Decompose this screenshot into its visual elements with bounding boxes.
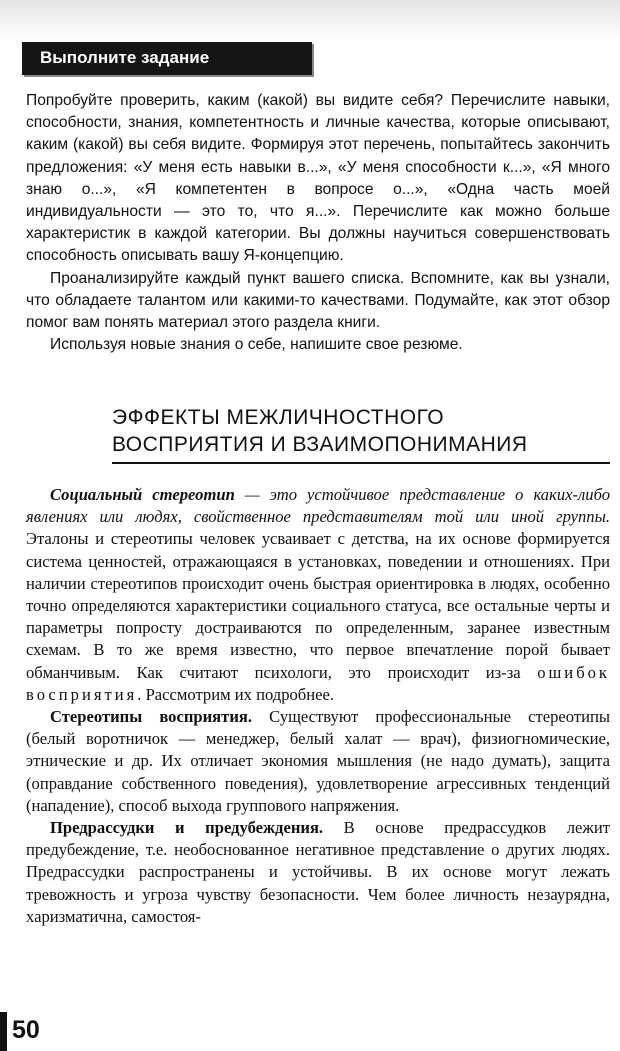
section-heading-line-2: ВОСПРИЯТИЯ И ВЗАИМОПОНИМАНИЯ — [112, 433, 528, 456]
body-paragraph-1-end: . Рассмотрим их подробнее. — [137, 684, 335, 704]
scan-shading — [0, 0, 620, 40]
body-paragraph-2-text: Существуют профессиональные стереотипы (белый воротничок — менеджер, белый халат — врач), физиогномические, этнические и др. Их отличает экономия мышления (не надо думать), защита (оправдание собственного поведения), удовлетворение агрессивных тенденций (нападение), способ выхода группового напряжения. — [26, 707, 610, 815]
emphasis-perception-errors: ошибок восприятия — [26, 662, 610, 704]
body-paragraph-3 — [26, 817, 610, 928]
task-paragraph-1: Попробуйте проверить, каким (какой) вы видите себя? Перечислите навыки, способности, знания, компетентность и личные качества, которые описывают, каким (какой) вы себя видите. Формируя этот перечень, попытайтесь закончить предложения: «У меня есть навыки в...», «У меня способности к...», «Я много знаю о...», «Я компетентен в вопросе о...», «Одна часть моей индивидуальности — это то, что я...». Перечислите как можно больше характеристик в каждой категории. Вы должны научиться совершенствовать способность описывать вашу Я-концепцию. — [26, 92, 610, 265]
term-social-stereotype: Социальный стереотип — [50, 485, 235, 504]
task-header-bar — [22, 42, 312, 75]
body-paragraph-3-text: В основе предрассудков лежит предубеждение, т.е. необоснованное негативное представление о других людях. Предрассудки распространены и устойчивы. В их основе могут лежать тревожность и угроза чувству безопасности. Чем более личность незаурядна, харизматична, самостоя- — [26, 818, 610, 926]
task-title: Выполните задание — [40, 48, 210, 67]
section-heading — [112, 404, 612, 458]
body-paragraph-1 — [26, 484, 610, 706]
body-paragraph-2 — [26, 706, 610, 817]
page-number: 50 — [12, 1016, 40, 1044]
task-paragraph-3: Используя новые знания о себе, напишите свое резюме. — [50, 336, 463, 354]
term-perception-stereotypes: Стереотипы восприятия. — [50, 707, 253, 727]
body-text — [26, 484, 610, 928]
body-paragraph-1-text: Эталоны и стереотипы человек усваивает с детства, на их основе формируется система ценностей, отражающаяся в установках, поведении и отношениях. При наличии стереотипов происходит очень быстрая ориентировка в людях, особенно точно определяются характеристики социального статуса, все остальные черты и параметры попросту достраиваются по определенным, заранее известным схемам. В то же время известно, что первое впечатление порой бывает обманчивым. Как считают психологи, это происходит из-за — [26, 529, 610, 682]
section-heading-line-1: ЭФФЕКТЫ МЕЖЛИЧНОСТНОГО — [112, 406, 445, 429]
term-prejudices: Предрассудки и предубеждения. — [50, 818, 324, 838]
heading-underline — [112, 462, 610, 464]
page-edge-bar — [0, 1012, 7, 1051]
task-text — [26, 90, 610, 356]
task-paragraph-2: Проанализируйте каждый пункт вашего списка. Вспомните, как вы узнали, что обладаете талантом или какими-то качествами. Подумайте, как этот обзор помог вам понять материал этого раздела книги. — [26, 269, 610, 332]
definition-social-stereotype: — это устойчивое представление о каких-либо явлениях или людях, свойственное представителям той или иной группы. — [26, 485, 611, 527]
